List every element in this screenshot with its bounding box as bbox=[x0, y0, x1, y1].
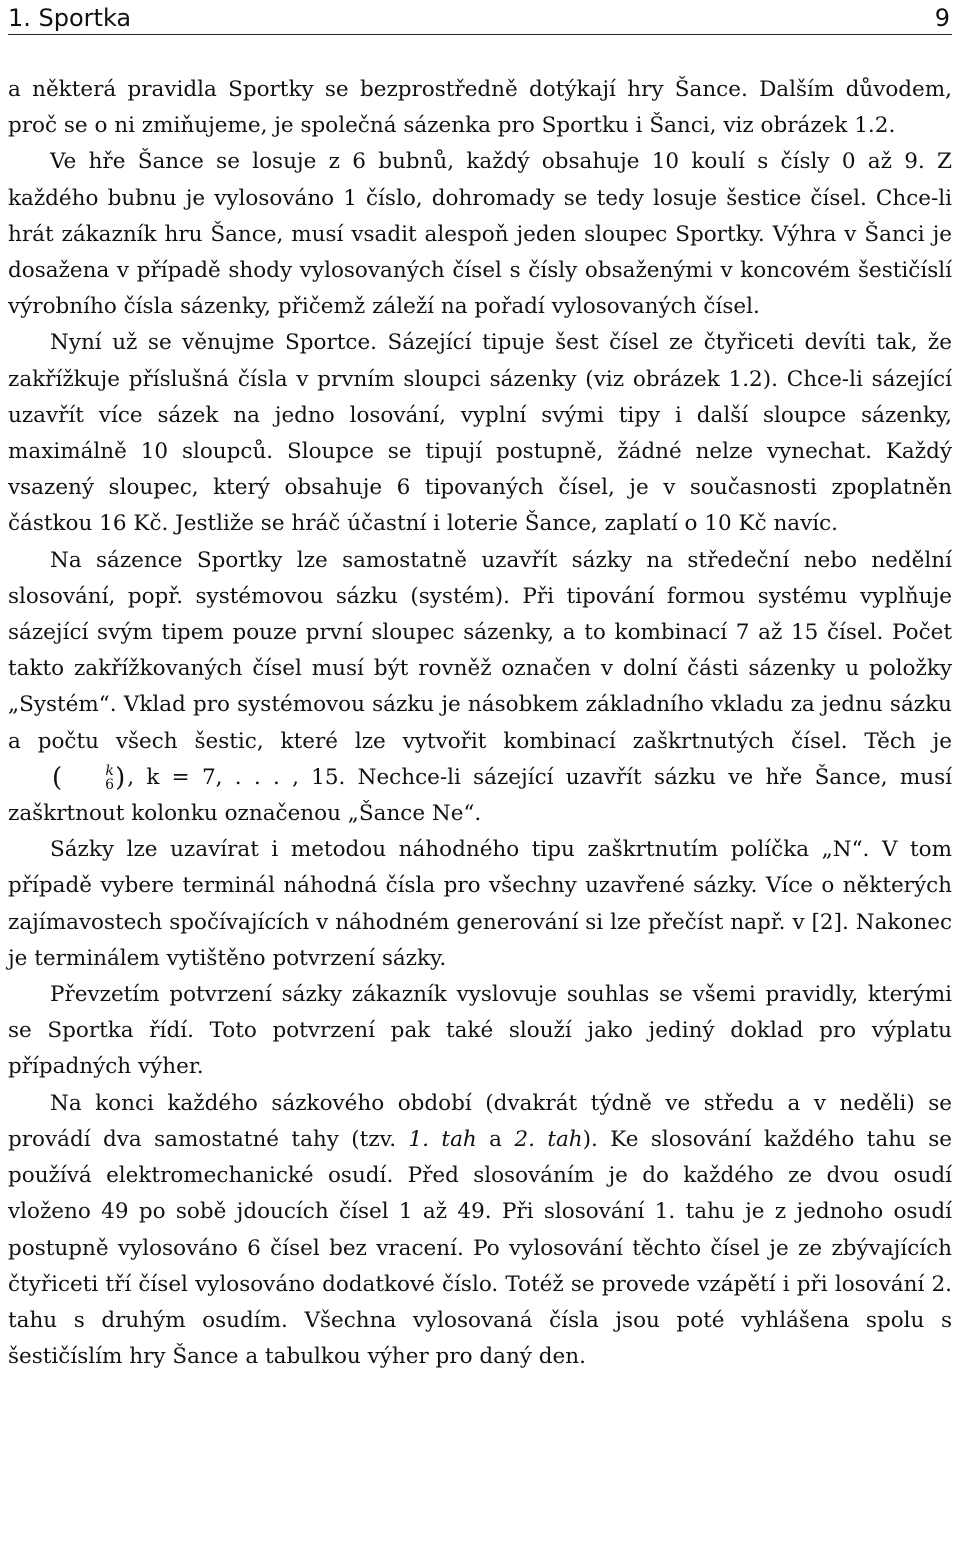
paragraph-2: Ve hře Šance se losuje z 6 bubnů, každý obsahuje 10 koulí s čísly 0 až 9. Z každého bubnu je vylosováno 1 číslo, dohromady se tedy losuje šestice čísel. Chce-li hrát zákazník hru Šance, musí vsadit alespoň jeden sloupec Sportky. Výhra v Šanci je dosažena v případě shody vylosovaných čísel s čísly obsaženými v koncovém šestičíslí výrobního čísla sázenky, přičemž záleží na pořadí vylosovaných čísel. bbox=[8, 149, 952, 320]
paragraph-4 bbox=[8, 543, 952, 833]
term-tah-1: 1. tah bbox=[408, 1126, 477, 1152]
term-tah-2: 2. tah bbox=[514, 1126, 583, 1152]
paragraph-7 bbox=[8, 1086, 952, 1376]
binomial-bottom: 6 bbox=[105, 776, 115, 793]
paragraph-5: Sázky lze uzavírat i metodou náhodného tipu zaškrtnutím políčka „N“. V tom případě vybere terminál náhodná čísla pro všechny uzavřené sázky. Více o některých zajímavostech spočívajících v náhodném generování si lze přečíst např. v [2]. Nakonec je terminálem vytištěno potvrzení sázky. bbox=[8, 837, 952, 971]
running-header bbox=[8, 0, 952, 35]
paragraph-3: Nyní už se věnujme Sportce. Sázející tipuje šest čísel ze čtyřiceti devíti tak, že zakřížkuje příslušná čísla v prvním sloupci sázenky (viz obrázek 1.2). Chce-li sázející uzavřít více sázek na jedno losování, vyplní svými tipy i další sloupce sázenky, maximálně 10 sloupců. Sloupce se tipují postupně, žádné nelze vynechat. Každý vsazený sloupec, který obsahuje 6 tipovaných čísel, je v současnosti zpoplatněn částkou 16 Kč. Jestliže se hráč účastní i loterie Šance, zaplatí o 10 Kč navíc. bbox=[8, 330, 952, 537]
body-text bbox=[8, 72, 952, 1375]
paragraph-1: a některá pravidla Sportky se bezprostředně dotýkají hry Šance. Dalším důvodem, proč se o ni zmiňujeme, je společná sázenka pro Sportku i Šanci, viz obrázek 1.2. bbox=[8, 77, 952, 139]
binomial-coefficient: ( k 6 ) bbox=[52, 762, 126, 793]
page-number: 9 bbox=[934, 4, 950, 32]
chapter-title: 1. Sportka bbox=[8, 4, 132, 32]
paragraph-4-text-b: , k = 7, . . . , 15. Nechce-li sázející uzavřít sázku ve hře Šance, musí zaškrtnout kolonku označenou „Šance Ne“. bbox=[8, 764, 952, 827]
paragraph-7-text-b: ). Ke slosování každého tahu se používá elektromechanické osudí. Před slosováním je do každého ze dvou osudí vloženo 49 po sobě jdoucích čísel 1 až 49. Při slosování 1. tahu je z jednoho osudí postupně vylosováno 6 čísel bez vracení. Po vylosování těchto čísel je ze zbývajících čtyřiceti tří čísel vylosováno dodatkové číslo. Totéž se provede vzápětí i při losování 2. tahu s druhým osudím. Všechna vylosovaná čísla jsou poté vyhlášena spolu s šestičíslím hry Šance a tabulkou výher pro daný den. bbox=[8, 1126, 953, 1370]
paragraph-4-text-a: Na sázence Sportky lze samostatně uzavřít sázky na středeční nebo nedělní slosování, popř. systémovou sázku (systém). Při tipování formou systému vyplňuje sázející svým tipem pouze první sloupec sázenky, a to kombinací 7 až 15 čísel. Počet takto zakřížkovaných čísel musí být rovněž označen v dolní části sázenky u položky „Systém“. Vklad pro systémovou sázku je násobkem základního vkladu za jednu sázku a počtu všech šestic, které lze vytvořit kombinací zaškrtnutých čísel. Těch je bbox=[8, 547, 952, 754]
paragraph-6: Převzetím potvrzení sázky zákazník vyslovuje souhlas se všemi pravidly, kterými se Sportka řídí. Toto potvrzení pak také slouží jako jediný doklad pro výplatu případných výher. bbox=[8, 982, 952, 1080]
paragraph-7-text-a: Na konci každého sázkového období (dvakrát týdně ve středu a v neděli) se provádí dva samostatné tahy (tzv. bbox=[8, 1090, 952, 1152]
binomial-top: k bbox=[105, 762, 114, 779]
paragraph-7-and: a bbox=[489, 1126, 502, 1152]
